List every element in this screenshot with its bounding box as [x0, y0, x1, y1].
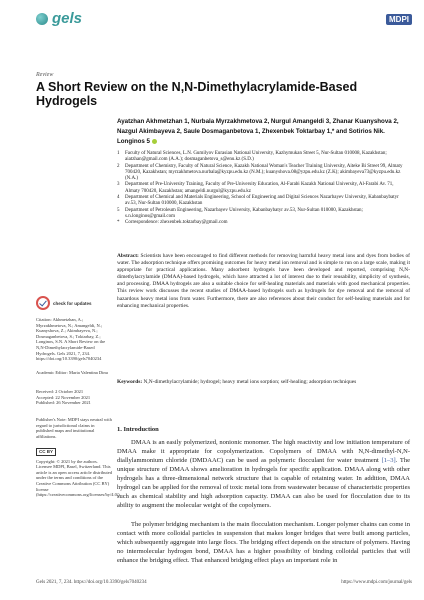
paragraph-1 — [117, 438, 410, 510]
footer-citation: Gels 2021, 7, 234. https://doi.org/10.3390/gels7040234 — [36, 580, 147, 585]
affiliation-number: 3 — [117, 182, 120, 188]
reference-link[interactable]: [1–3] — [381, 457, 396, 464]
affiliation-text: Department of Chemistry, Faculty of Natural Science, Kazakh National Woman's Teacher Training University, Aiteke Bi Street 99, Almaty 700420, Kazakhstan; myrzakhmetova.nurbala@kyzpu.edu.kz (N.M.); kuanyshova.08@yzpu.edu.kz (Z.K); akimbayeva73@kyzpu.edu.kz (N.A.) — [125, 163, 403, 182]
publisher-logo: MDPI — [386, 14, 412, 25]
abstract-text: Scientists have been encouraged to find different methods for removing harmful heavy metal ions and dyes from bodies of water. The adsorption technique offers promising outcomes for heavy metal ion removal and is simple to run on a large scale, making it appropriate for practical applications. Many adsorbent hydrogels have been developed and reported, comprising N,N-dimethylacrylamide (DMAA)-based hydrogels, which have attracted a lot of interest due to their reusability, simplicity of synthesis, and processing. DMAA hydrogels are also a suitable choice for self-healing materials and materials with good mechanical properties. This review work discusses the recent studies of DMAA-based hydrogels such as hydrogels for dye removal and the removal of hazardous heavy metal ions from water. Furthermore, there are also references about their conduct for self-healing materials and for enhancing mechanical properties. — [117, 253, 410, 309]
section-heading: 1. Introduction — [117, 426, 159, 433]
date-accepted: Accepted: 22 November 2021 — [36, 394, 91, 400]
license-block — [36, 448, 121, 498]
check-updates-label: check for updates — [53, 300, 92, 306]
gels-logo-icon — [36, 13, 48, 25]
affiliations — [117, 151, 407, 227]
dates-block — [36, 389, 112, 406]
affiliation-number: 5 — [117, 207, 120, 213]
authors-line-2-text: Nazgul Akimbayeva 2, Saule Dosmaganbetova 1, Zhexenbek Toktarbay 1,* and Sotirios Nik. Longinos 5 — [117, 128, 385, 145]
date-received: Received: 2 October 2021 — [36, 389, 84, 394]
page-title: A Short Review on the N,N-Dimethylacrylamide-Based Hydrogels — [36, 80, 358, 108]
affiliation-number: 2 — [117, 163, 120, 169]
paragraph-1-text-b: . The unique structure of DMAA shows amelioration in hydrogels for specific application. DMAA along with other hydrogels has a three-dimensional network structure that is capable of retaining water. In addition, DMAA hydrogel can be applied for the removal of toxic metal ions from wastewater because of characteristic properties such as chemical stability and high adsorption capacity. DMAA can also be used for flocculation due to its ability to augment the molecular weight of the copolymers. — [117, 457, 410, 509]
citation-block: Citation: Akhmetzhan, A.; Myrzakhmetova, N.; Amangeldi, N.; Kuanyshova, Z.; Akimbayeva, N.; Dosmaganbetova, S.; Toktarbay, Z.; Longinos, S.N. A Short Review on the N,N-Dimethylacrylamide-Based Hydrogels. Gels 2021, 7, 234. https://doi.org/10.3390/gels7040234 — [36, 317, 106, 362]
date-published: Published: 26 November 2021 — [36, 400, 91, 406]
keywords-text: N,N-dimethylacrylamide; hydrogel; heavy metal ions sorption; self-healing; adsorption techniques — [143, 379, 357, 385]
affiliation-item — [117, 220, 407, 226]
orcid-icon[interactable] — [152, 139, 157, 144]
academic-editor: Academic Editor: Maria Valentina Dinu — [36, 370, 108, 375]
keywords-label: Keywords: — [117, 379, 143, 385]
copyright-text: Copyright: © 2021 by the authors. Licensee MDPI, Basel, Switzerland. This article is an open access article distributed under the terms and conditions of the Creative Commons Attribution (CC BY) license (https://creativecommons.org/licenses/by/4.0/). — [36, 458, 121, 498]
check-for-updates-button[interactable] — [36, 296, 94, 310]
affiliation-number: * — [117, 220, 120, 226]
affiliation-text: Faculty of Natural Sciences, L.N. Gumilyov Eurasian National University, Kazhymukan Street 5, Nur-Sultan 010008, Kazakhstan; aiatzhan@gmail.com (A.A.); dosmaganbetova_s@enu.kz (S.D.) — [125, 151, 387, 163]
affiliation-text: Department of Pre-University Training, Faculty of Pre-University Education, Al-Farabi Kazakh National University, Al-Farabi Av. 71, Almaty 700420, Kazakhstan; amangeldi.nurgul@kyzpu.edu.kz — [125, 182, 394, 194]
affiliation-item — [117, 208, 407, 221]
affiliation-item — [117, 164, 407, 183]
article-kind: Review — [36, 72, 54, 78]
affiliation-item — [117, 182, 407, 195]
publisher-note: Publisher's Note: MDPI stays neutral with regard to jurisdictional claims in published maps and institutional affiliations. — [36, 417, 112, 439]
abstract-label: Abstract: — [117, 253, 139, 259]
authors — [117, 117, 407, 147]
keywords — [117, 379, 410, 386]
check-updates-icon — [36, 296, 50, 310]
affiliation-item — [117, 151, 407, 164]
authors-line-1: Ayatzhan Akhmetzhan 1, Nurbala Myrzakhmetova 2, Nurgul Amangeldi 3, Zhanar Kuanyshova 2, — [117, 118, 399, 125]
affiliation-number: 4 — [117, 195, 120, 201]
cc-by-badge: CC BY — [36, 448, 56, 456]
affiliation-text: Department of Chemical and Materials Engineering, School of Engineering and Digital Sciences Nazarbayev University, Kabanbaybatyr av.53, Nur-Sultan 010000, Kazakhstan — [125, 195, 399, 207]
journal-logo — [36, 10, 82, 27]
affiliation-number: 1 — [117, 151, 120, 156]
authors-line-2 — [117, 127, 407, 147]
paragraph-1-text-a: DMAA is an easily polymerized, nonionic monomer. The high reactivity and low initiation temperature of DMAA make it appropriate for copolymerization. Copolymers of DMAA with N,N-dimethyl-N,N-diallylammonium chloride (DMDAAC) can be used as polymeric flocculant for water treatment — [117, 439, 410, 464]
paragraph-2: The polymer bridging mechanism is the main flocculation mechanism. Longer polymer chains can come in contact with more colloidal particles in suspension that makes longer bridges that were built among particles, which subsequently aggregate into large flocs. The bridging effect depends on the structure of polymers. Having no intermolecular hydrogen bond, DMAA has a higher possibility of binding colloidal particles that will enhance the bridging effect. That enhanced bridging effect plays an important role in — [117, 521, 410, 564]
footer-journal-link[interactable]: https://www.mdpi.com/journal/gels — [341, 580, 412, 585]
affiliation-item — [117, 195, 407, 208]
abstract — [117, 253, 410, 310]
journal-name: gels — [52, 10, 83, 27]
affiliation-text: Department of Petroleum Engineering, Nazarbayev University, Kabanbaybatyr av.53, Nur-Sultan 010000, Kazakhstan; s.n.longinos@gmail.com — [125, 207, 363, 219]
affiliation-text: Correspondence: zhexenbek.toktarbay@gmail.com — [125, 220, 228, 226]
